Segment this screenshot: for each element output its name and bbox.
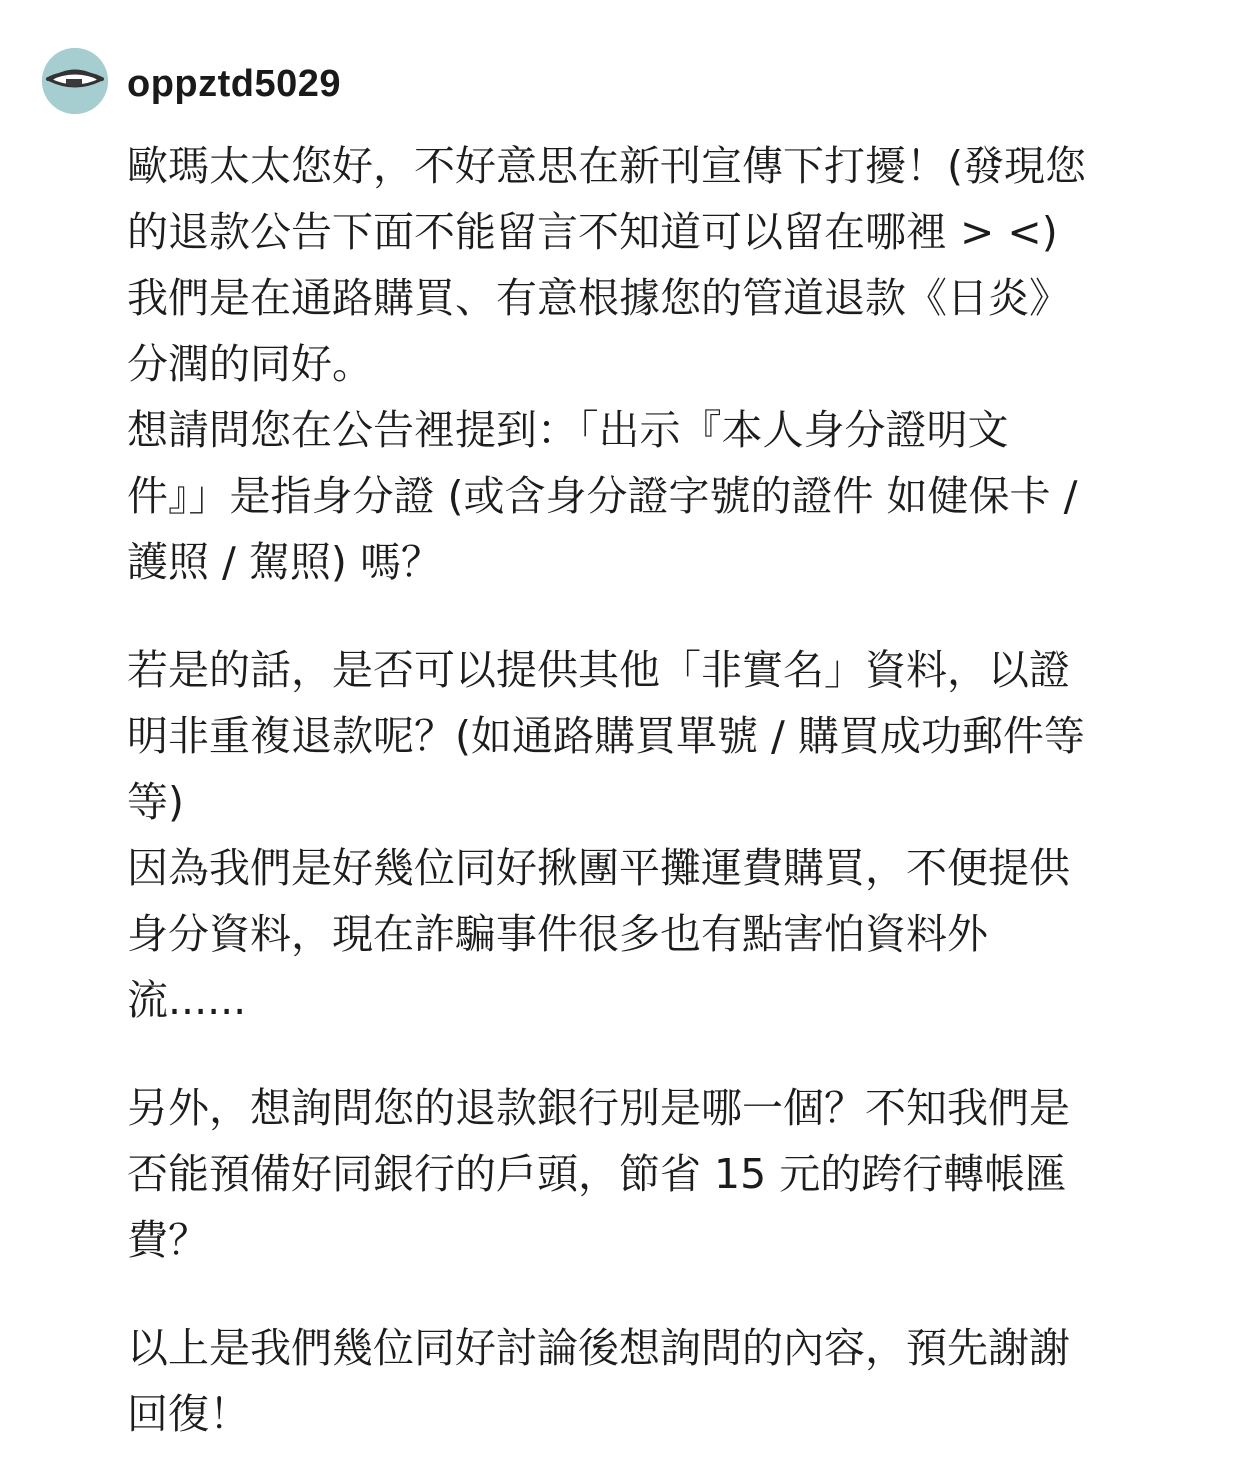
comment-text-line: 若是的話，是否可以提供其他「非實名」資料，以證 xyxy=(127,646,1070,694)
paragraph-2 xyxy=(127,637,1202,1033)
comment-body xyxy=(127,133,1202,1447)
comment-text-line: 回復！ xyxy=(127,1390,250,1438)
comment-text-line: 件』」是指身分證 (或含身分證字號的證件 如健保卡 / xyxy=(127,472,1078,520)
comment-text-line: 想請問您在公告裡提到：「出示『本人身分證明文 xyxy=(127,406,1009,454)
paragraph-gap xyxy=(127,1273,1202,1315)
comment-text-line: 因為我們是好幾位同好揪團平攤運費購買，不便提供 xyxy=(127,844,1070,892)
comment-text-line: 另外，想詢問您的退款銀行別是哪一個？不知我們是 xyxy=(127,1084,1070,1132)
paragraph-3 xyxy=(127,1075,1202,1273)
username[interactable]: oppztd5029 xyxy=(127,63,342,105)
comment-text-line: 等) xyxy=(127,778,184,826)
avatar[interactable] xyxy=(42,48,108,114)
comment-text-line: 以上是我們幾位同好討論後想詢問的內容，預先謝謝 xyxy=(127,1324,1070,1372)
comment-text-line: 費？ xyxy=(127,1216,209,1264)
paragraph-4 xyxy=(127,1315,1202,1447)
comment-text-line: 分潤的同好。 xyxy=(127,340,373,388)
comment-text-line: 明非重複退款呢？(如通路購買單號 / 購買成功郵件等 xyxy=(127,712,1085,760)
comment-text-line: 護照 / 駕照) 嗎？ xyxy=(127,538,442,586)
comment-text-line: 流...... xyxy=(127,976,247,1024)
comment-text-line: 身分資料，現在詐騙事件很多也有點害怕資料外 xyxy=(127,910,988,958)
paragraph-gap xyxy=(127,1033,1202,1075)
comment-text-line: 歐瑪太太您好，不好意思在新刊宣傳下打擾！(發現您 xyxy=(127,142,1086,190)
comment-text-line: 的退款公告下面不能留言不知道可以留在哪裡 > <) xyxy=(127,208,1058,256)
paragraph-gap xyxy=(127,595,1202,637)
comment-text-line: 我們是在通路購買、有意根據您的管道退款《日炎》 xyxy=(127,274,1070,322)
paragraph-1 xyxy=(127,133,1202,595)
comment-text-line: 否能預備好同銀行的戶頭，節省 15 元的跨行轉帳匯 xyxy=(127,1150,1067,1198)
sleepy-eye-icon xyxy=(42,48,108,114)
